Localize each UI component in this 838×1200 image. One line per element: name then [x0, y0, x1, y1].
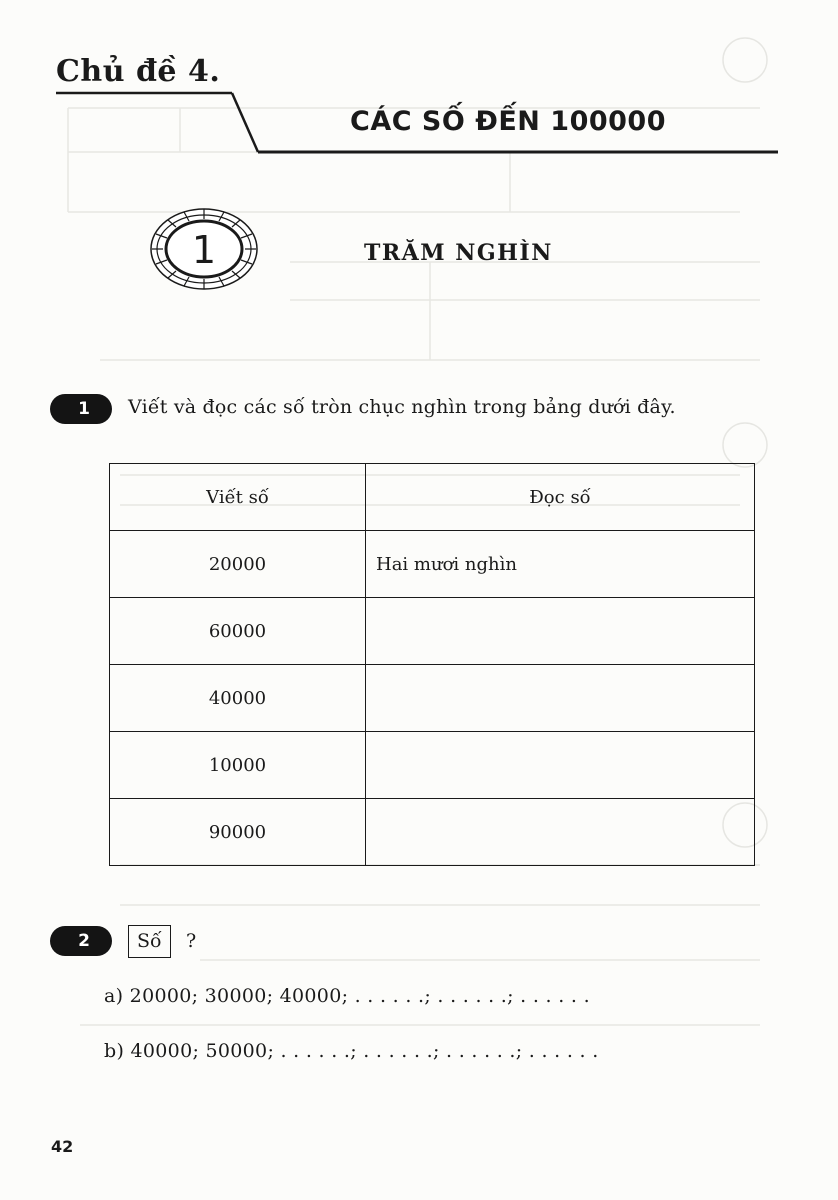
- column-header-read: Đọc số: [366, 464, 755, 531]
- lesson-number: 1: [191, 228, 217, 272]
- cell-written-number: 60000: [110, 598, 366, 665]
- cell-read-number: [366, 732, 755, 799]
- page-number: 42: [51, 1137, 74, 1156]
- cell-read-number: [366, 598, 755, 665]
- cell-read-number: Hai mươi nghìn: [366, 531, 755, 598]
- cell-written-number: 10000: [110, 732, 366, 799]
- cell-written-number: 20000: [110, 531, 366, 598]
- chapter-label: Chủ đề 4.: [56, 54, 221, 89]
- exercise-2-badge: 2: [50, 926, 112, 956]
- exercise-1-instruction: Viết và đọc các số tròn chục nghìn trong bảng dưới đây.: [128, 396, 676, 418]
- cell-read-number: [366, 799, 755, 866]
- column-header-write: Viết số: [110, 464, 366, 531]
- exercise-1-badge: 1: [50, 394, 112, 424]
- cell-read-number: [366, 665, 755, 732]
- table-row: [110, 531, 755, 598]
- cell-written-number: 40000: [110, 665, 366, 732]
- boxed-label: Số: [128, 925, 171, 958]
- sequence-line-a: a) 20000; 30000; 40000; . . . . . .; . . . . . .; . . . . . .: [104, 985, 590, 1007]
- topic-title: CÁC SỐ ĐẾN 100000: [350, 106, 667, 137]
- table-row: [110, 598, 755, 665]
- lesson-number-badge: [148, 206, 260, 292]
- header-rule: [0, 0, 838, 170]
- table-row: [110, 799, 755, 866]
- lesson-title: TRĂM NGHÌN: [364, 240, 553, 266]
- question-mark: ?: [186, 930, 197, 952]
- number-table: [109, 463, 755, 866]
- table-header-row: [110, 464, 755, 531]
- table-row: [110, 732, 755, 799]
- sequence-line-b: b) 40000; 50000; . . . . . .; . . . . . .; . . . . . .; . . . . . .: [104, 1040, 599, 1062]
- cell-written-number: 90000: [110, 799, 366, 866]
- table-row: [110, 665, 755, 732]
